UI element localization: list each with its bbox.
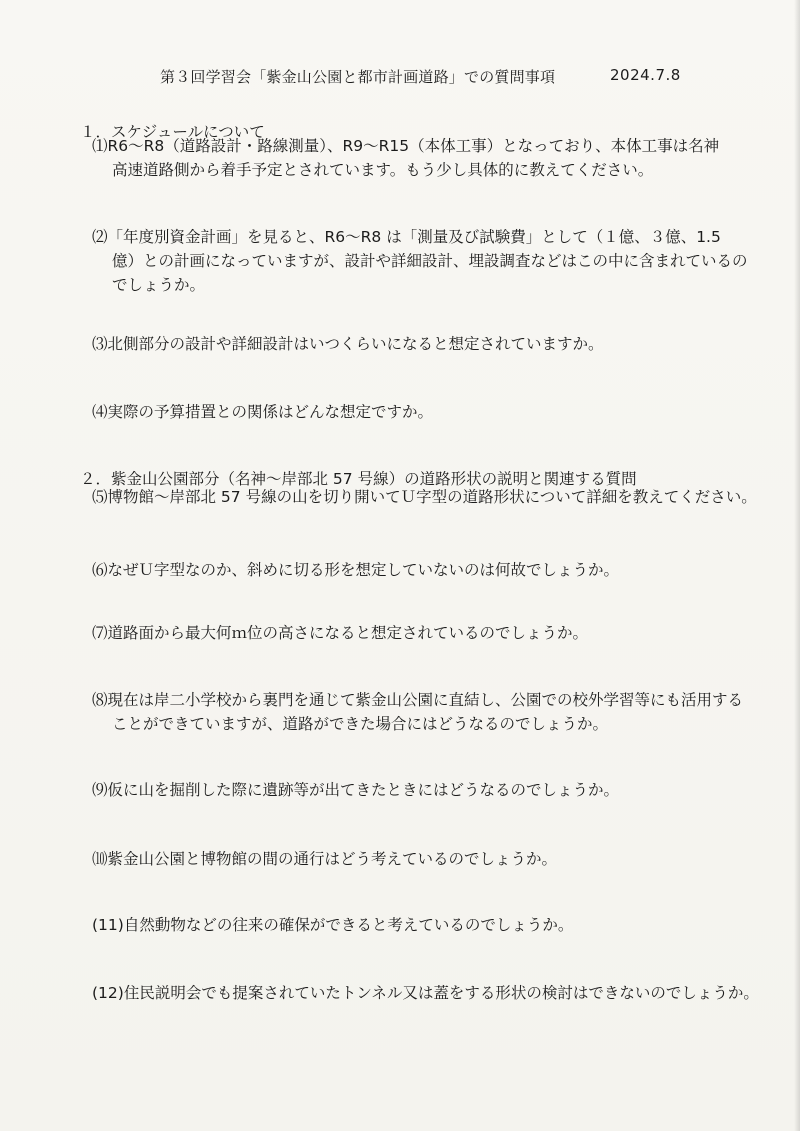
question-line: ⑽紫金山公園と博物館の間の通行はどう考えているのでしょうか。 [92, 850, 558, 868]
question-line: ⑷実際の予算措置との関係はどんな想定ですか。 [92, 403, 434, 421]
question-10 [92, 847, 557, 871]
question-line: ⑺道路面から最大何ｍ位の高さになると想定されているのでしょうか。 [92, 624, 589, 642]
section-heading-schedule: １．スケジュールについて [80, 123, 265, 141]
question-line: でしょうか。 [112, 276, 206, 294]
question-line: ⑼仮に山を掘削した際に遺跡等が出てきたときにはどうなるのでしょうか。 [92, 781, 620, 799]
document-date: 2024.7.8 [610, 66, 681, 84]
question-1 [92, 134, 719, 182]
question-line: ⑶北側部分の設計や詳細設計はいつくらいになると想定されていますか。 [92, 335, 604, 353]
question-line: 高速道路側から着手予定とされています。もう少し具体的に教えてください。 [112, 161, 654, 179]
question-4 [92, 400, 433, 424]
question-line: ⑹なぜＵ字型なのか、斜めに切る形を想定していないのは何故でしょうか。 [92, 561, 620, 579]
question-6 [92, 558, 619, 582]
question-3 [92, 332, 604, 356]
question-line: ⑴R6～R8（道路設計・路線測量）、R9～R15（本体工事）となっており、本体工事は名神 [92, 137, 720, 155]
question-line: (11)自然動物などの往来の確保ができると考えているのでしょうか。 [92, 916, 574, 934]
question-8 [92, 688, 743, 736]
question-line: ⑵「年度別資金計画」を見ると、R6～R8 は「測量及び試験費」として（１億、３億、1.5 [92, 228, 721, 246]
question-11 [92, 913, 573, 937]
question-9 [92, 778, 619, 802]
question-line: ⑻現在は岸二小学校から裏門を通じて紫金山公園に直結し、公園での校外学習等にも活用する [92, 691, 744, 709]
question-line: ことができていますが、道路ができた場合にはどうなるのでしょうか。 [112, 715, 609, 733]
section-heading-road-shape: ２．紫金山公園部分（名神～岸部北 57 号線）の道路形状の説明と関連する質問 [80, 470, 637, 488]
question-12 [92, 981, 759, 1005]
question-line: 億）との計画になっていますが、設計や詳細設計、埋設調査などはこの中に含まれているの [112, 252, 748, 270]
document-title: 第３回学習会「紫金山公園と都市計画道路」での質問事項 [160, 68, 556, 86]
question-2 [92, 225, 748, 297]
question-5 [92, 485, 757, 509]
page-edge-shadow [794, 0, 800, 1131]
question-7 [92, 621, 588, 645]
question-line: ⑸博物館～岸部北 57 号線の山を切り開いてＵ字型の道路形状について詳細を教えてください。 [92, 488, 757, 506]
question-line: (12)住民説明会でも提案されていたトンネル又は蓋をする形状の検討はできないのでしょうか。 [92, 984, 759, 1002]
